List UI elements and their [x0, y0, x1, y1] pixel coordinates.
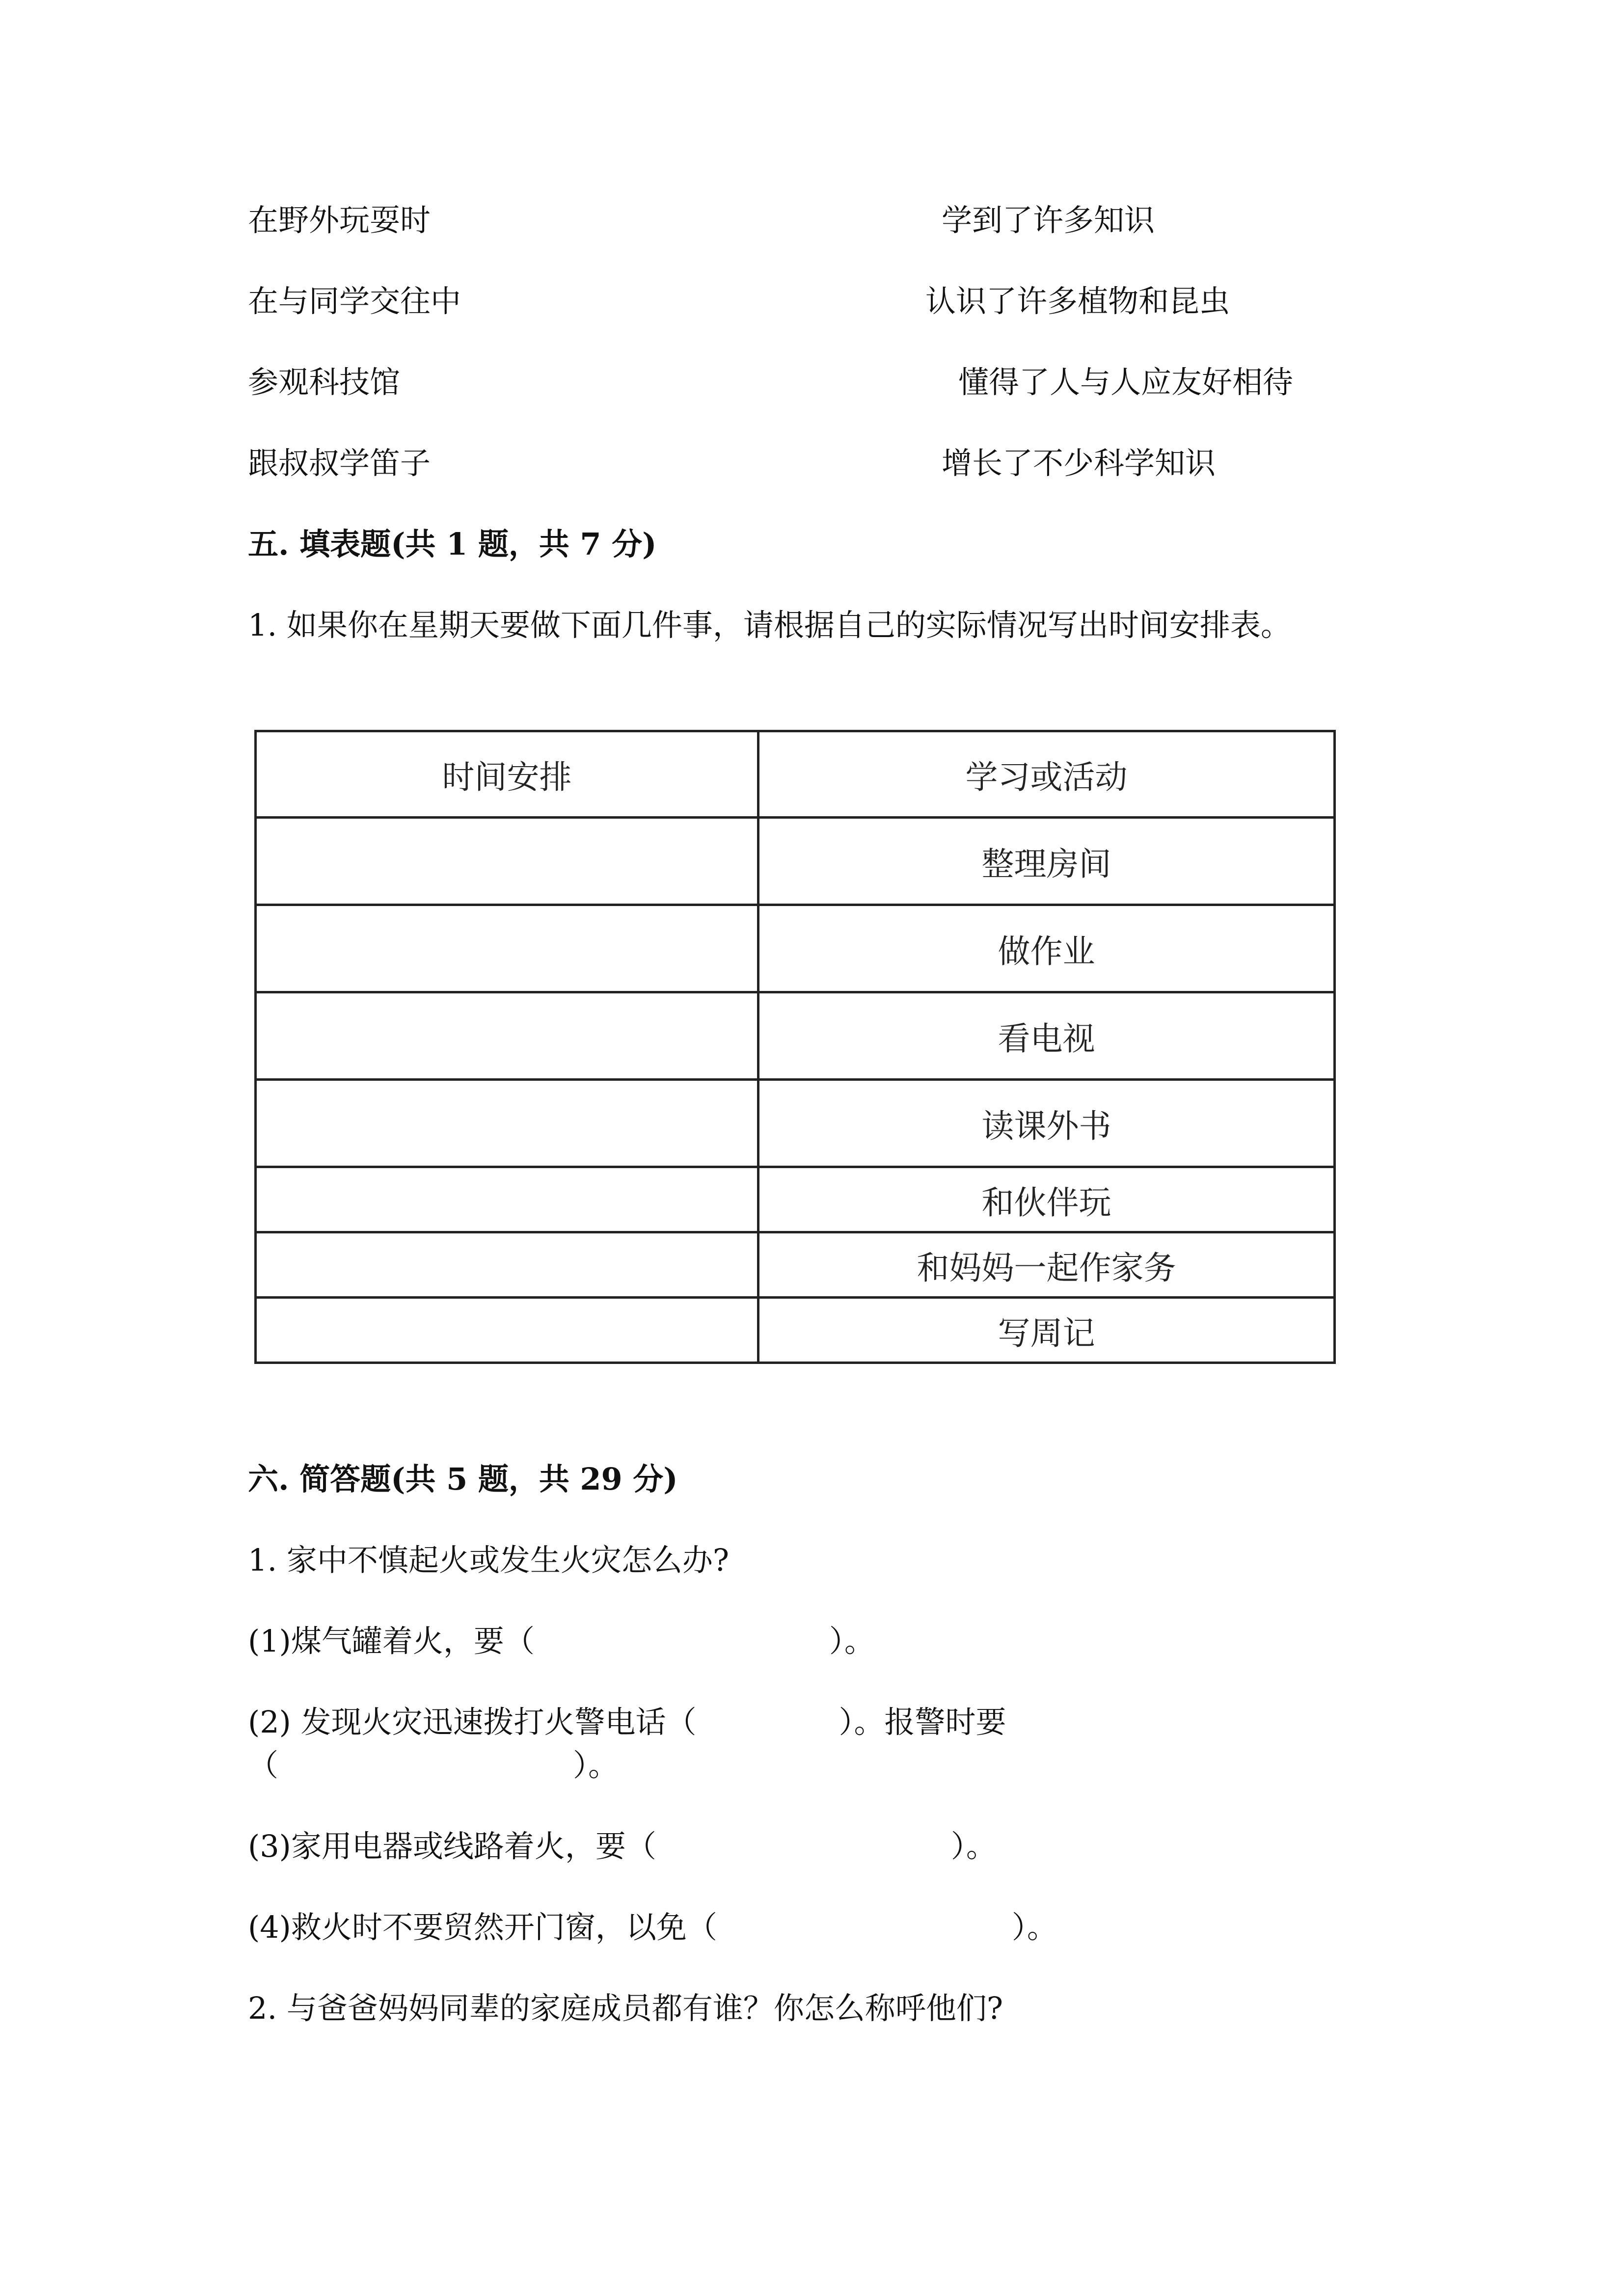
match-right-2: 认识了许多植物和昆虫 [925, 283, 1230, 319]
fire-item-3-suffix: ）。 [950, 1828, 997, 1864]
activity-cell: 做作业 [758, 905, 1335, 992]
fire-item-4-suffix: ）。 [1011, 1909, 1057, 1945]
header-activity: 学习或活动 [758, 731, 1335, 818]
activity-cell: 看电视 [758, 992, 1335, 1080]
fire-item-3 [248, 1828, 997, 1864]
section6-question-1: 1. 家中不慎起火或发生火灾怎么办? [248, 1542, 730, 1578]
match-right-4: 增长了不少科学知识 [942, 445, 1216, 481]
fire-item-3-prefix: (3)家用电器或线路着火，要（ [248, 1828, 656, 1864]
activity-cell: 和伙伴玩 [758, 1167, 1335, 1232]
match-left-2: 在与同学交往中 [248, 283, 461, 319]
section5-question: 1. 如果你在星期天要做下面几件事，请根据自己的实际情况写出时间安排表。 [248, 607, 1291, 643]
table-row [256, 1232, 1335, 1298]
header-time: 时间安排 [256, 731, 758, 818]
table-row [256, 905, 1335, 992]
fire-item-2-suffix: ）。 [573, 1747, 619, 1783]
time-cell[interactable] [256, 905, 758, 992]
time-cell[interactable] [256, 1232, 758, 1298]
time-cell[interactable] [256, 1298, 758, 1363]
match-left-1: 在野外玩耍时 [248, 202, 431, 238]
table-row [256, 1080, 1335, 1167]
match-left-4: 跟叔叔学笛子 [248, 445, 431, 481]
activity-cell: 和妈妈一起作家务 [758, 1232, 1335, 1298]
activity-cell: 整理房间 [758, 818, 1335, 905]
time-cell[interactable] [256, 818, 758, 905]
match-right-1: 学到了许多知识 [942, 202, 1155, 238]
table-row [256, 818, 1335, 905]
activity-cell: 写周记 [758, 1298, 1335, 1363]
table-row [256, 992, 1335, 1080]
match-left-3: 参观科技馆 [248, 364, 401, 400]
time-cell[interactable] [256, 1080, 758, 1167]
table-row [256, 1167, 1335, 1232]
fire-item-2 [248, 1704, 1006, 1740]
section5-heading: 五. 填表题(共 1 题，共 7 分) [248, 526, 657, 562]
match-right-3: 懂得了人与人应友好相待 [958, 364, 1294, 400]
section6-question-2: 2. 与爸爸妈妈同辈的家庭成员都有谁？你怎么称呼他们? [248, 1990, 1003, 2026]
time-cell[interactable] [256, 1167, 758, 1232]
fire-item-4 [248, 1909, 1057, 1945]
fire-item-2-prefix: (2) 发现火灾迅速拨打火警电话（ [248, 1704, 697, 1740]
fire-item-1 [248, 1623, 875, 1659]
time-cell[interactable] [256, 992, 758, 1080]
fire-item-2-mid: ）。报警时要 [839, 1704, 1006, 1740]
fire-item-1-prefix: (1)煤气罐着火，要（ [248, 1623, 535, 1659]
table-row [256, 1298, 1335, 1363]
schedule-table [254, 730, 1336, 1364]
fire-item-1-suffix: ）。 [829, 1623, 875, 1659]
fire-item-4-prefix: (4)救火时不要贸然开门窗，以免（ [248, 1909, 717, 1945]
section6-heading: 六. 简答题(共 5 题，共 29 分) [248, 1461, 678, 1497]
fire-item-2-cont [248, 1747, 619, 1783]
fire-item-2-open: （ [248, 1747, 279, 1783]
table-header-row [256, 731, 1335, 818]
activity-cell: 读课外书 [758, 1080, 1335, 1167]
